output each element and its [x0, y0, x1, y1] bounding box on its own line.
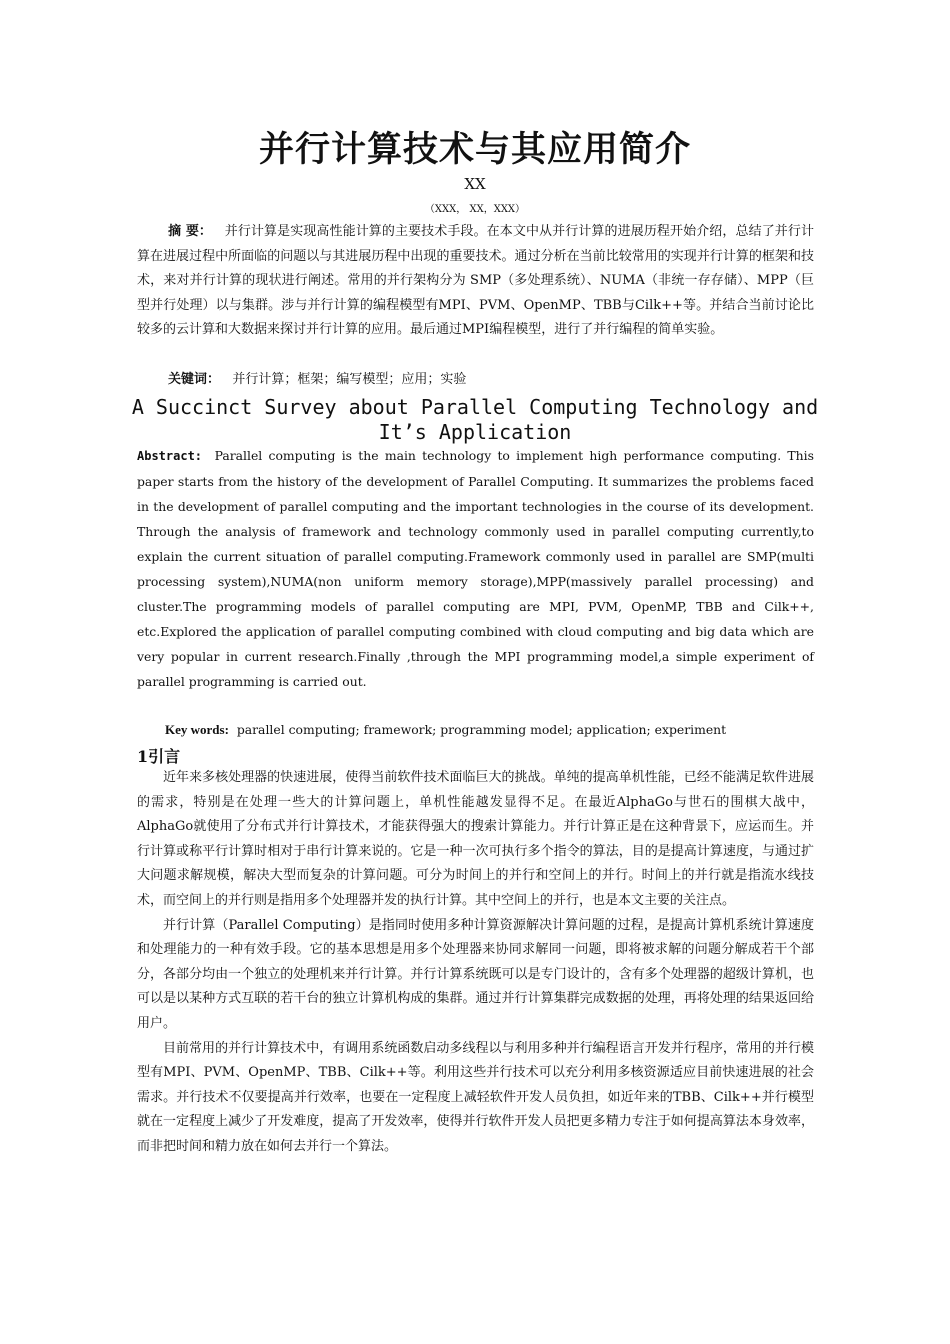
english-keywords: [165, 717, 815, 742]
english-abstract-label: Abstract:: [137, 449, 203, 463]
english-title-line-1: A Succinct Survey about Parallel Computing Technology and: [131, 395, 819, 419]
chinese-keywords-label: 关键词：: [168, 372, 221, 387]
english-title: [0, 395, 950, 445]
chinese-abstract: [137, 220, 814, 343]
chinese-keywords: [168, 368, 818, 393]
english-keywords-text: parallel computing; framework; programming model; application; experiment: [236, 722, 727, 737]
chinese-keywords-text: 并行计算；框架；编写模型；应用；实验: [232, 372, 467, 387]
section-1-paragraph-2: 并行计算（Parallel Computing）是指同时使用多种计算资源解决计算问题的过程，是提高计算机系统计算速度和处理能力的一种有效手段。它的基本思想是用多个处理器来协同求解同一问题，即将被求解的问题分解成若干个部分，各部分均由一个独立的处理机来并行计算。并行计算系统既可以是专门设计的，含有多个处理器的超级计算机，也可以是以某种方式互联的若干台的独立计算机构成的集群。通过并行计算集群完成数据的处理，再将处理的结果返回给用户。: [137, 917, 814, 1031]
english-title-line-2: It’s Application: [378, 420, 572, 444]
section-1-heading: 1引言: [137, 747, 181, 766]
chinese-title: 并行计算技术与其应用简介: [258, 129, 691, 170]
affiliation: （XXX， XX，XXX）: [424, 204, 526, 215]
english-abstract-text: Parallel computing is the main technology to implement high performance computing. This paper starts from the history of the development of Parallel Computing. It summarizes the problems faced in the development of parallel computing and the important technologies in the course of its development. Through the analysis of framework and technology commonly used in parallel computing currently,to explain the current situation of parallel computing.Framework commonly used in parallel are SMP(multi processing system),NUMA(non uniform memory storage),MPP(massively parallel processing) and cluster.The programming models of parallel computing are MPI, PVM, OpenMP, TBB and Cilk++, etc.Explored the application of parallel computing combined with cloud computing and big data which are very popular in current research.Finally ,through the MPI programming model,a simple experiment of parallel programming is carried out.: [137, 448, 814, 689]
section-1-paragraph-3: 目前常用的并行计算技术中，有调用系统函数启动多线程以与利用多种并行编程语言开发并行程序，常用的并行模型有MPI、PVM、OpenMP、TBB、Cilk++等。利用这些并行技术可以充分利用多核资源适应目前快速进展的社会需求。并行技术不仅要提高并行效率，也要在一定程度上减轻软件开发人员负担，如近年来的TBB、Cilk++并行模型就在一定程度上减少了开发难度，提高了开发效率，使得并行软件开发人员把更多精力专注于如何提高算法本身效率，而非把时间和精力放在如何去并行一个算法。: [137, 1040, 814, 1154]
section-1-paragraph-1: 近年来多核处理器的快速进展，使得当前软件技术面临巨大的挑战。单纯的提高单机性能，已经不能满足软件进展的需求，特别是在处理一些大的计算问题上，单机性能越发显得不足。在最近AlphaGo与世石的围棋大战中，AlphaGo就使用了分布式并行计算技术，才能获得强大的搜索计算能力。并行计算正是在这种背景下，应运而生。并行计算或称平行计算时相对于串行计算来说的。它是一种一次可执行多个指令的算法，目的是提高计算速度，与通过扩大问题求解规模，解决大型而复杂的计算问题。可分为时间上的并行和空间上的并行。时间上的并行就是指流水线技术，而空间上的并行则是指用多个处理器并发的执行计算。其中空间上的并行，也是本文主要的关注点。: [137, 770, 814, 908]
chinese-abstract-text: 并行计算是实现高性能计算的主要技术手段。在本文中从并行计算的进展历程开始介绍，总结了并行计算在进展过程中所面临的问题以与其进展历程中出现的重要技术。通过分析在当前比较常用的实现并行计算的框架和技术，来对并行计算的现状进行阐述。常用的并行架构分为 SMP（多处理系统）、NUMA（非统一存存储）、MPP（巨型并行处理）以与集群。涉与并行计算的编程模型有MPI、PVM、OpenMP、TBB与Cilk++等。并结合当前讨论比较多的云计算和大数据来探讨并行计算的应用。最后通过MPI编程模型，进行了并行编程的简单实验。: [137, 224, 814, 338]
section-1-body: [137, 766, 814, 1160]
author: XX: [464, 175, 486, 193]
chinese-abstract-label: 摘 要：: [168, 224, 213, 239]
english-keywords-label: Key words:: [165, 722, 229, 737]
english-abstract: [137, 443, 814, 694]
